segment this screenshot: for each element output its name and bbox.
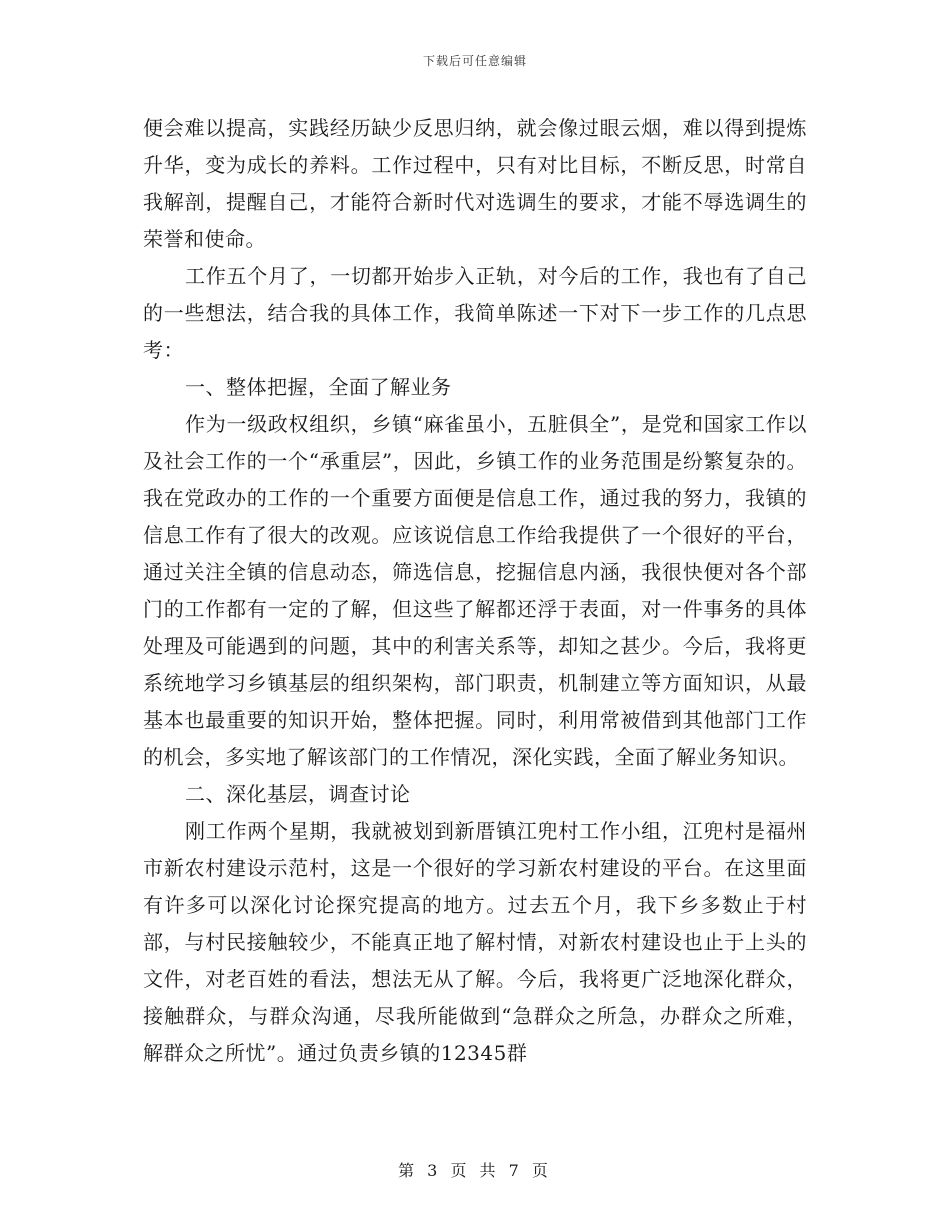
paragraph-continuation: 便会难以提高，实践经历缺少反思归纳，就会像过眼云烟，难以得到提炼升华，变为成长的养料。工作过程中，只有对比目标，不断反思，时常自我解剖，提醒自己，才能符合新时代对选调生的要求，才能不辱选调生的荣誉和使命。: [143, 116, 807, 251]
page-number: 第 3 页 共 7 页: [398, 1161, 552, 1180]
section-heading-2: 二、深化基层，调查讨论: [185, 782, 411, 806]
document-body: [143, 110, 807, 1072]
paragraph-intro: 工作五个月了，一切都开始步入正轨，对今后的工作，我也有了自己的一些想法，结合我的具体工作，我简单陈述一下对下一步工作的几点思考：: [143, 264, 807, 362]
section-heading-1: 一、整体把握，全面了解业务: [185, 375, 452, 399]
paragraph-section-1: 作为一级政权组织，乡镇“麻雀虽小，五脏俱全”，是党和国家工作以及社会工作的一个“承重层”，因此，乡镇工作的业务范围是纷繁复杂的。我在党政办的工作的一个重要方面便是信息工作，通过我的努力，我镇的信息工作有了很大的改观。应该说信息工作给我提供了一个很好的平台，通过关注全镇的信息动态，筛选信息，挖掘信息内涵，我很快便对各个部门的工作都有一定的了解，但这些了解都还浮于表面，对一件事务的具体处理及可能遇到的问题，其中的利害关系等，却知之甚少。今后，我将更系统地学习乡镇基层的组织架构，部门职责，机制建立等方面知识，从最基本也最重要的知识开始，整体把握。同时，利用常被借到其他部门工作的机会，多实地了解该部门的工作情况，深化实践，全面了解业务知识。: [143, 412, 807, 769]
paragraph-section-2: 刚工作两个星期，我就被划到新厝镇江兜村工作小组，江兜村是福州市新农村建设示范村，这是一个很好的学习新农村建设的平台。在这里面有许多可以深化讨论探究提高的地方。过去五个月，我下乡多数止于村部，与村民接触较少，不能真正地了解村情，对新农村建设也止于上头的文件，对老百姓的看法，想法无从了解。今后，我将更广泛地深化群众，接触群众，与群众沟通，尽我所能做到“急群众之所急，办群众之所难，解群众之所忧”。通过负责乡镇的12345群: [143, 819, 807, 1065]
page-header-note: 下载后可任意编辑: [422, 54, 527, 68]
